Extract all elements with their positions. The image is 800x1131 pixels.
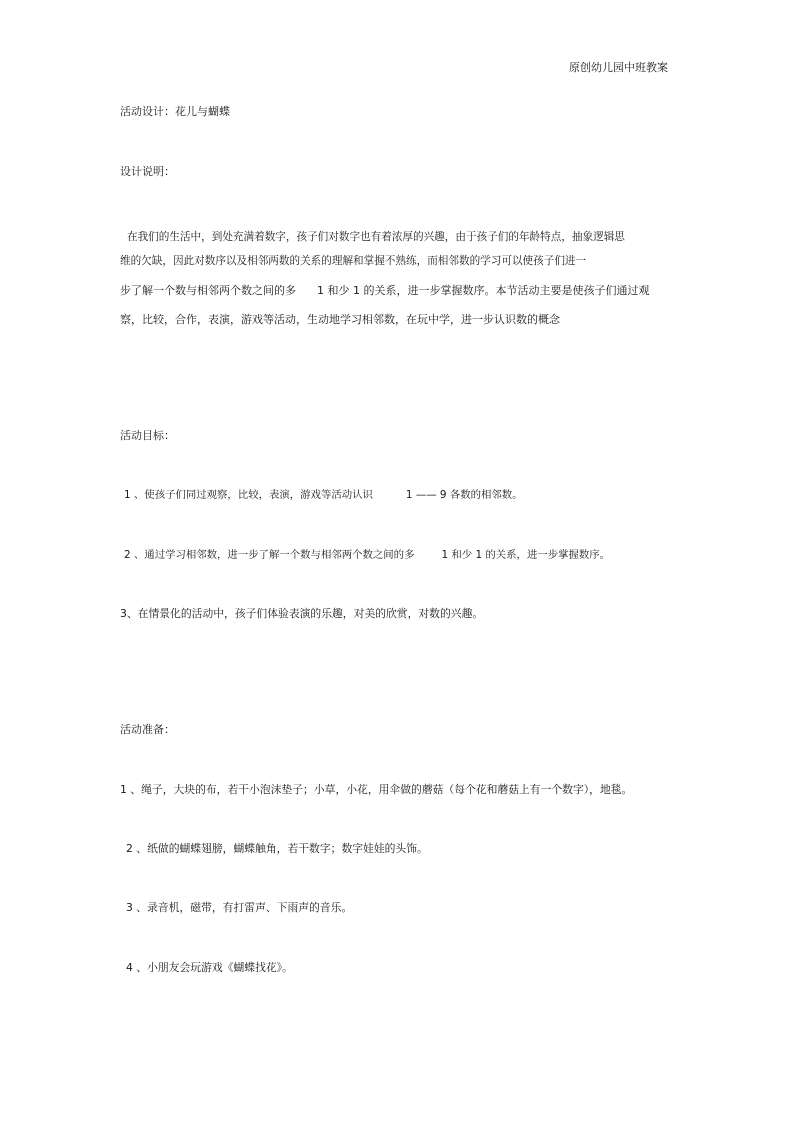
design-line-1: 在我们的生活中，到处充满着数字，孩子们对数字也有着浓厚的兴趣，由于孩子们的年龄特点，抽象逻辑思: [127, 231, 625, 243]
page-header: 原创幼儿园中班教案: [569, 61, 668, 74]
goal-item-2-part-1: 2 、通过学习相邻数，进一步了解一个数与相邻两个数之间的多: [124, 549, 415, 561]
prep-item-2: 2 、纸做的蝴蝶翅膀，蝴蝶触角，若干数字；数字娃娃的头饰。: [126, 842, 428, 855]
design-line-2: 维的欠缺，因此对数序以及相邻两数的关系的理解和掌握不熟练，而相邻数的学习可以使孩子们进一: [120, 255, 587, 267]
goal-item-2: [124, 548, 610, 562]
design-line-3-part-1: 步了解一个数与相邻两个数之间的多: [120, 284, 296, 297]
page-title: 活动设计：花儿与蝴蝶: [120, 105, 230, 118]
design-line-4: 察，比较，合作，表演，游戏等活动，生动地学习相邻数，在玩中学，进一步认识数的概念: [120, 313, 560, 326]
prep-item-3: 3 、录音机，磁带，有打雷声、下雨声的音乐。: [126, 901, 353, 914]
goal-item-1: [124, 488, 523, 502]
goal-item-1-part-2: 1 —— 9 各数的相邻数。: [405, 489, 523, 501]
design-heading: 设计说明：: [120, 165, 175, 178]
goal-item-3: 3、在情景化的活动中，孩子们体验表演的乐趣，对美的欣赏，对数的兴趣。: [120, 607, 484, 620]
prep-item-1: 1 、绳子，大块的布，若干小泡沫垫子；小草，小花，用伞做的蘑菇（每个花和蘑菇上有一个数字），地毯。: [120, 783, 633, 796]
design-line-3-part-2: 1 和少 1 的关系，进一步掌握数序。本节活动主要是使孩子们通过观: [317, 284, 650, 297]
prep-item-4: 4 、小朋友会玩游戏《蝴蝶找花》。: [126, 961, 293, 974]
goal-item-2-part-2: 1 和少 1 的关系，进一步掌握数序。: [441, 549, 611, 561]
design-line-3: [120, 284, 650, 298]
prep-heading: 活动准备：: [120, 723, 175, 736]
goal-item-1-part-1: 1 、使孩子们同过观察，比较，表演，游戏等活动认识: [124, 489, 373, 501]
goals-heading: 活动目标：: [120, 429, 175, 442]
